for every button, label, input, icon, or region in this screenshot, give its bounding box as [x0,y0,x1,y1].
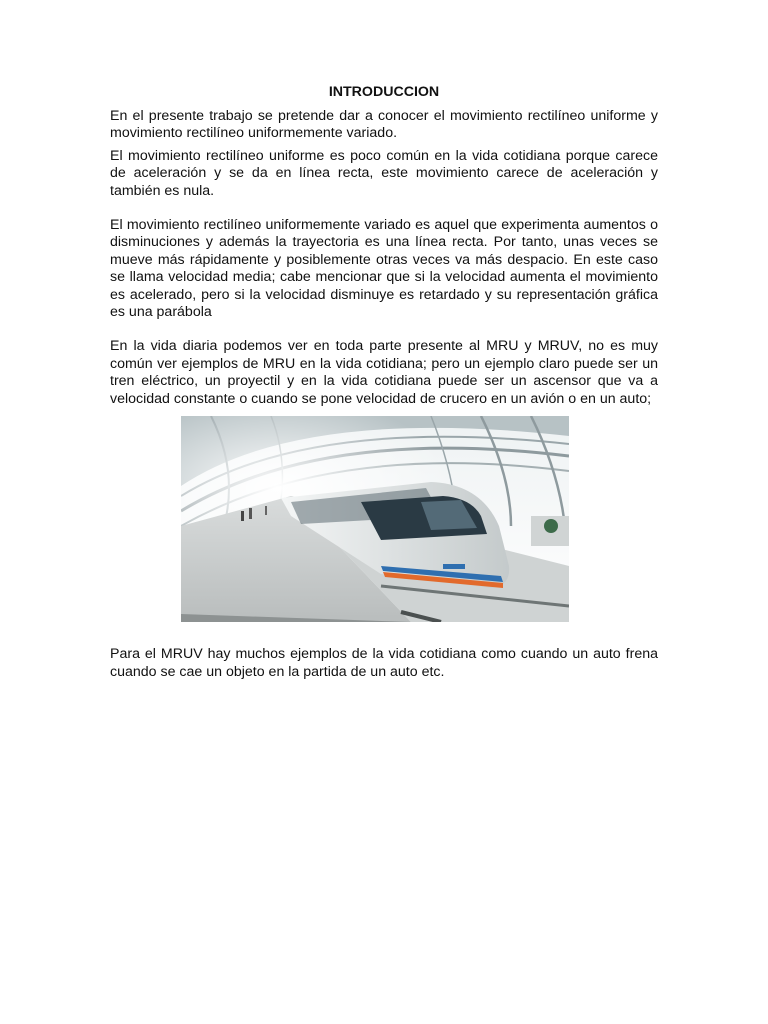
document-title: INTRODUCCION [328,84,440,100]
paragraph-4: En la vida diaria podemos ver en toda parte presente al MRU y MRUV, no es muy común ver ejemplos de MRU en la vida cotidiana; pero un ejemplo claro puede ser un tren eléctrico, un proyectil y en la vida cotidiana puede ser un ascensor que va a velocidad constante o cuando se pone velocidad de crucero en un avión o en un auto; [110,338,658,407]
paragraph-2: El movimiento rectilíneo uniforme es poco común en la vida cotidiana porque carece de aceleración y se da en línea recta, este movimiento carece de aceleración y también es nula. [110,147,658,199]
paragraph-3: El movimiento rectilíneo uniformemente variado es aquel que experimenta aumentos o disminuciones y además la trayectoria es una línea recta. Por tanto, unas veces se mueve más rápidamente y posiblemente otras veces va más despacio. En este caso se llama velocidad media; cabe mencionar que si la velocidad aumenta el movimiento es acelerado, pero si la velocidad disminuye es retardado y su representación gráfica es una parábola [110,217,658,321]
paragraph-1: En el presente trabajo se pretende dar a conocer el movimiento rectilíneo uniforme y movimiento rectilíneo uniformemente variado. [110,108,658,142]
maglev-train-photo [181,416,569,622]
paragraph-5: Para el MRUV hay muchos ejemplos de la vida cotidiana como cuando un auto frena cuando se cae un objeto en la partida de un auto etc. [110,646,658,680]
